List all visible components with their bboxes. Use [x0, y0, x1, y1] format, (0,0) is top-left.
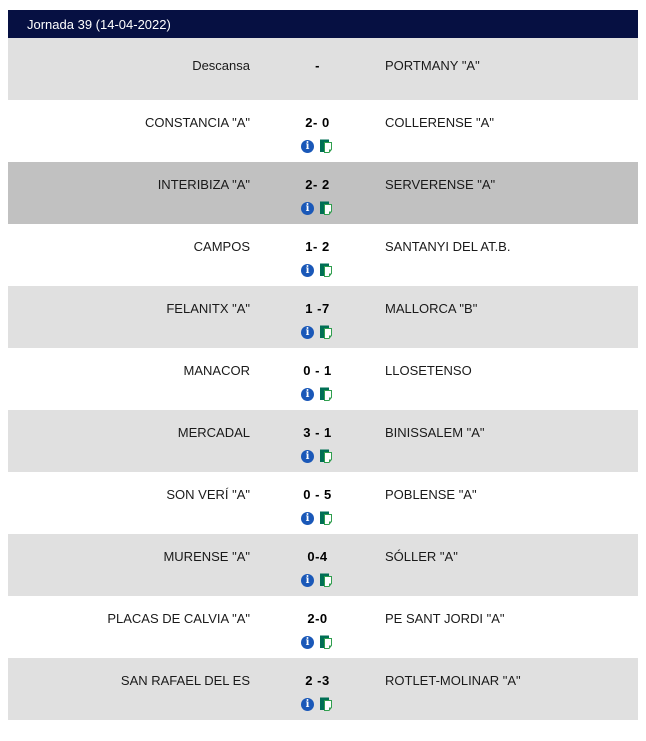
score-column [250, 362, 385, 410]
info-icon[interactable]: i [301, 326, 314, 339]
info-icon[interactable]: i [301, 388, 314, 401]
home-team-name: Descansa [192, 58, 250, 73]
away-team-name: LLOSETENSO [385, 363, 472, 378]
match-actions [250, 386, 385, 402]
match-actions [250, 634, 385, 650]
home-team-name: SON VERÍ "A" [166, 487, 250, 502]
home-team-name: INTERIBIZA "A" [157, 177, 250, 192]
match-report-copy-icon[interactable] [319, 263, 334, 278]
score-column [250, 424, 385, 472]
match-rows [8, 38, 638, 720]
info-icon[interactable]: i [301, 574, 314, 587]
match-actions [250, 572, 385, 588]
info-icon[interactable]: i [301, 450, 314, 463]
match-row [8, 472, 638, 534]
match-score: 2- 0 [305, 115, 330, 130]
match-row [8, 596, 638, 658]
score-column [250, 548, 385, 596]
home-team-name: CONSTANCIA "A" [144, 115, 250, 130]
info-icon[interactable]: i [301, 202, 314, 215]
home-team-name: FELANITX "A" [166, 301, 250, 316]
matchday-title: Jornada 39 (14-04-2022) [27, 16, 171, 32]
match-actions [250, 200, 385, 216]
match-row [8, 38, 638, 100]
match-row [8, 658, 638, 720]
match-actions [250, 262, 385, 278]
match-row [8, 348, 638, 410]
match-row [8, 100, 638, 162]
info-icon[interactable]: i [301, 636, 314, 649]
info-icon[interactable]: i [301, 264, 314, 277]
score-column [250, 610, 385, 658]
home-team-name: MANACOR [183, 363, 250, 378]
score-column [250, 114, 385, 162]
score-column [250, 486, 385, 534]
match-report-copy-icon[interactable] [319, 387, 334, 402]
match-report-copy-icon[interactable] [319, 139, 334, 154]
away-team-name: PE SANT JORDI "A" [385, 611, 505, 626]
match-score: 0 - 1 [303, 363, 332, 378]
match-score: 0-4 [307, 549, 328, 564]
match-report-copy-icon[interactable] [319, 697, 334, 712]
score-column [250, 176, 385, 224]
match-score: 0 - 5 [303, 487, 332, 502]
home-team-name: PLACAS DE CALVIA "A" [107, 611, 250, 626]
match-row [8, 162, 638, 224]
match-actions [250, 510, 385, 526]
match-row [8, 286, 638, 348]
match-report-copy-icon[interactable] [319, 201, 334, 216]
score-column [250, 238, 385, 286]
match-row [8, 224, 638, 286]
away-team-name: POBLENSE "A" [385, 487, 477, 502]
home-team-name: CAMPOS [193, 239, 250, 254]
match-row [8, 410, 638, 472]
match-report-copy-icon[interactable] [319, 325, 334, 340]
home-team-name: MURENSE "A" [163, 549, 250, 564]
match-score: - [315, 58, 320, 73]
info-icon[interactable]: i [301, 698, 314, 711]
away-team-name: BINISSALEM "A" [385, 425, 485, 440]
match-report-copy-icon[interactable] [319, 573, 334, 588]
match-actions [250, 324, 385, 340]
match-actions [250, 448, 385, 464]
away-team-name: SÓLLER "A" [385, 549, 458, 564]
match-actions [250, 696, 385, 712]
match-report-copy-icon[interactable] [319, 511, 334, 526]
away-team-name: SERVERENSE "A" [385, 177, 496, 192]
match-row [8, 534, 638, 596]
away-team-name: ROTLET-MOLINAR "A" [385, 673, 521, 688]
home-team-name: MERCADAL [177, 425, 250, 440]
matchday-results-table [8, 10, 638, 720]
match-score: 3 - 1 [303, 425, 332, 440]
match-score: 2 -3 [305, 673, 330, 688]
matchday-header [8, 10, 638, 38]
info-icon[interactable]: i [301, 140, 314, 153]
score-column [250, 57, 385, 100]
home-team-name: SAN RAFAEL DEL ES [120, 673, 250, 688]
score-column [250, 672, 385, 720]
away-team-name: PORTMANY "A" [385, 58, 480, 73]
match-report-copy-icon[interactable] [319, 449, 334, 464]
away-team-name: SANTANYI DEL AT.B. [385, 239, 511, 254]
match-score: 1 -7 [305, 301, 330, 316]
match-score: 1- 2 [305, 239, 330, 254]
score-column [250, 300, 385, 348]
away-team-name: COLLERENSE "A" [385, 115, 494, 130]
match-report-copy-icon[interactable] [319, 635, 334, 650]
match-actions [250, 138, 385, 154]
away-team-name: MALLORCA "B" [385, 301, 478, 316]
match-score: 2-0 [307, 611, 328, 626]
match-score: 2- 2 [305, 177, 330, 192]
info-icon[interactable]: i [301, 512, 314, 525]
